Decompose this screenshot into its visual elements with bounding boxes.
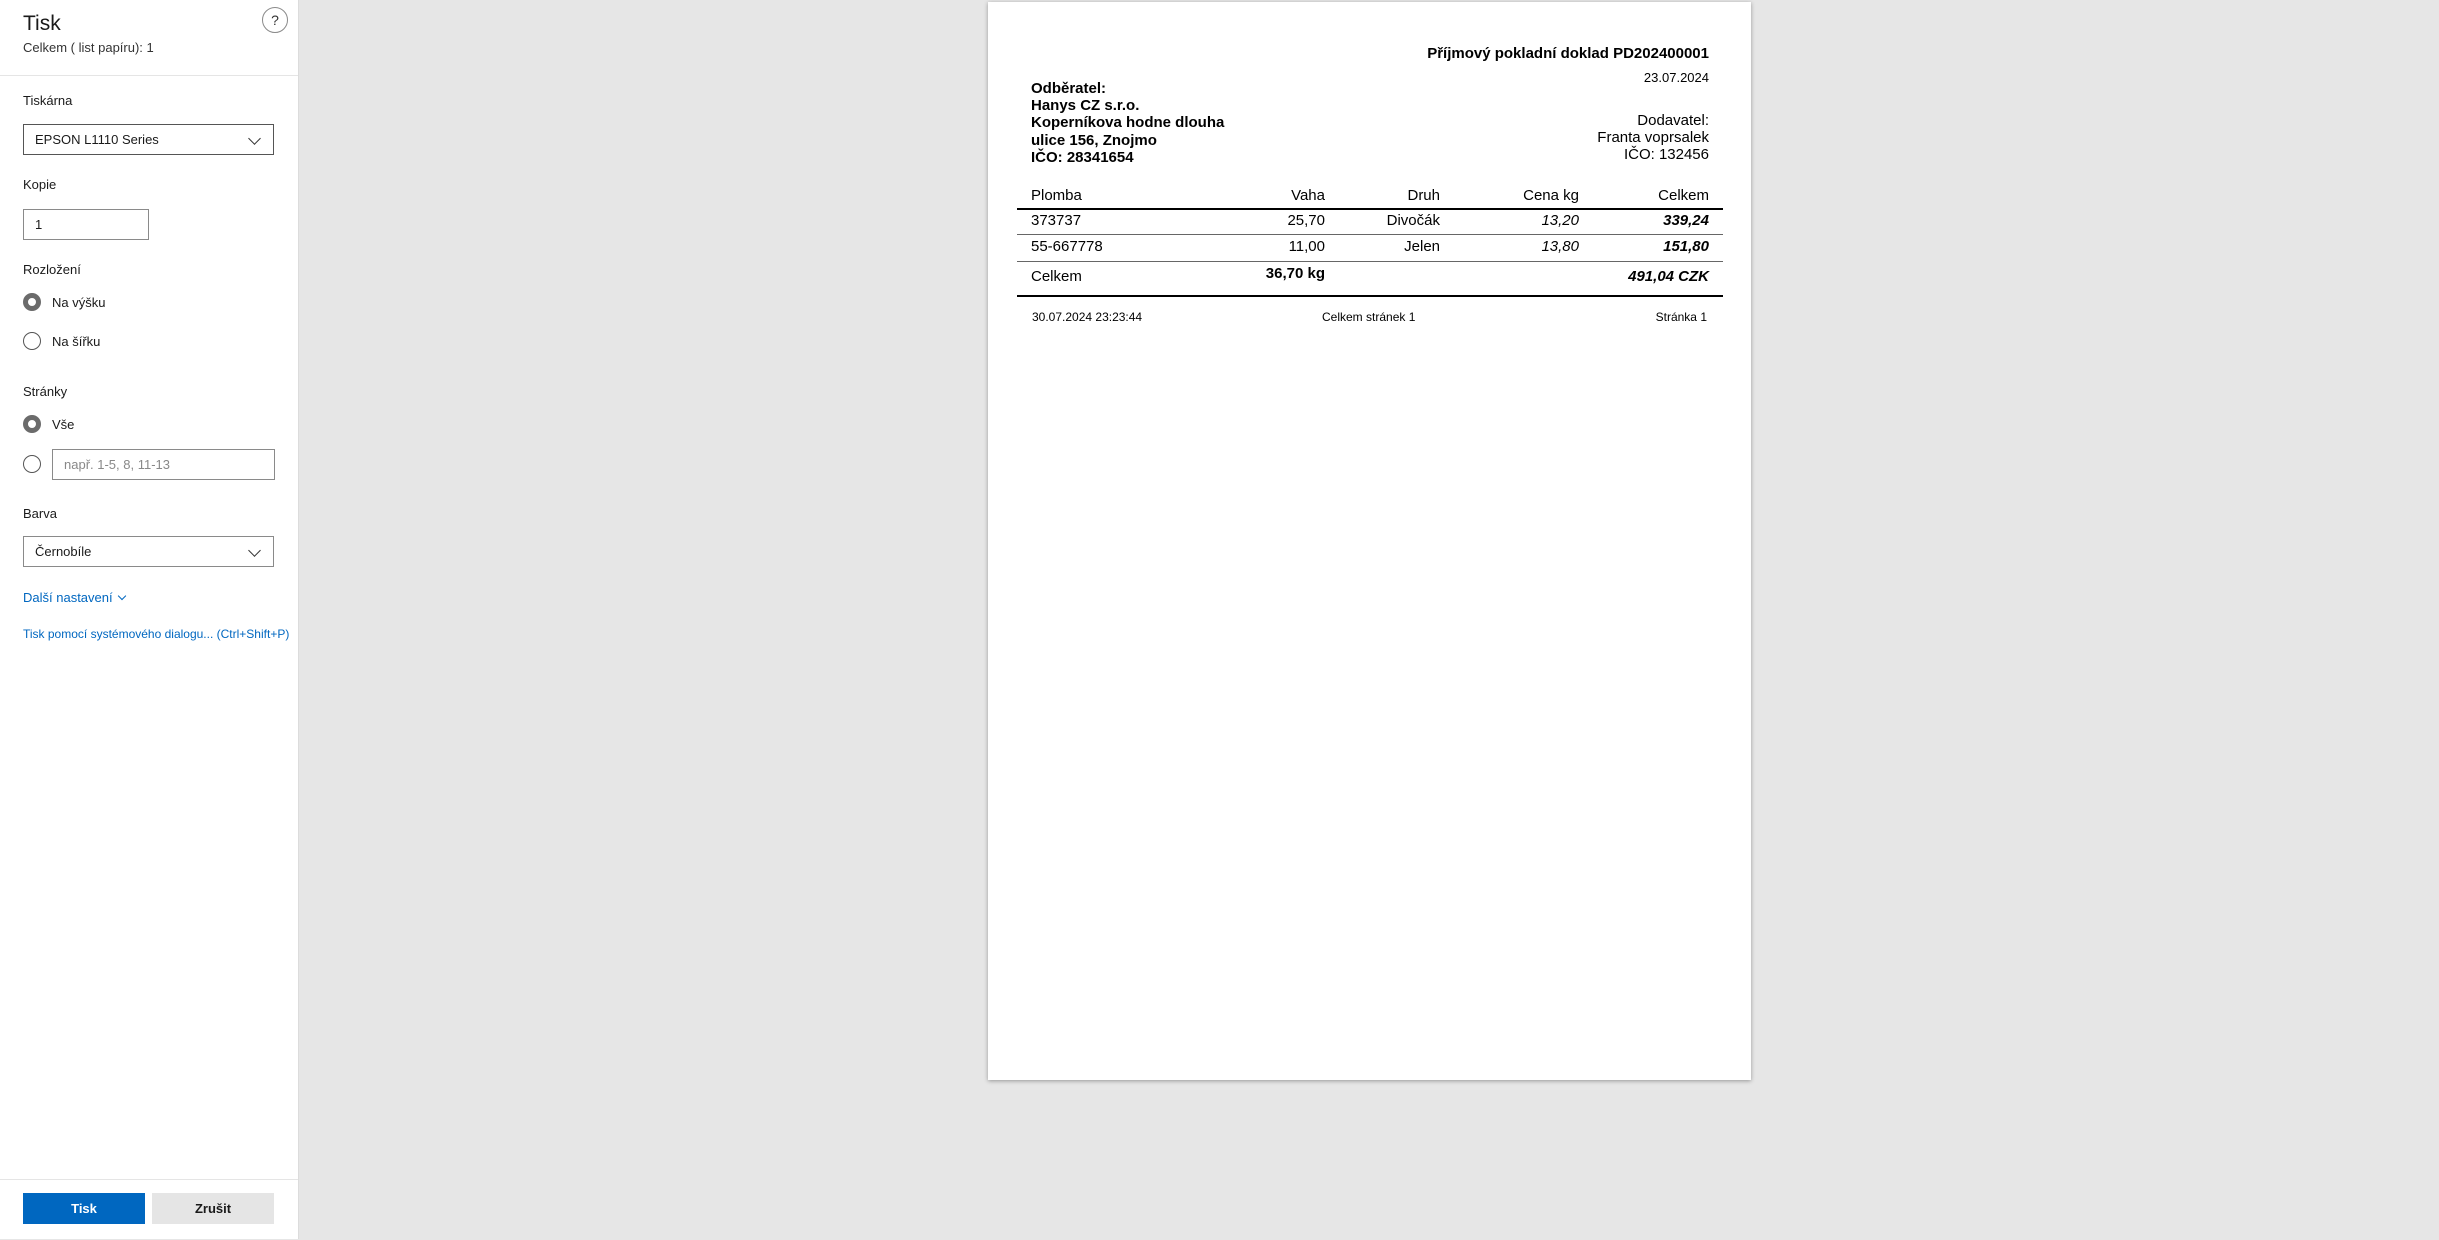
row1-celkem: 339,24 [1663, 212, 1709, 229]
column-header-vaha: Vaha [1291, 187, 1325, 204]
radio-portrait[interactable] [23, 293, 41, 311]
supplier-heading: Dodavatel: [1637, 112, 1709, 129]
more-settings-label: Další nastavení [23, 590, 113, 605]
dialog-title: Tisk [23, 12, 61, 35]
layout-landscape-option[interactable] [23, 330, 100, 352]
row2-druh: Jelen [1404, 238, 1440, 255]
copies-label: Kopie [23, 177, 57, 192]
column-header-cena: Cena kg [1523, 187, 1579, 204]
row-divider [1017, 261, 1723, 262]
row2-vaha: 11,00 [1288, 238, 1325, 255]
sheet-count: Celkem ( list papíru): 1 [23, 40, 154, 55]
pages-total: Celkem stránek 1 [1322, 310, 1416, 324]
customer-address: ulice 156, Znojmo [1031, 132, 1157, 149]
layout-portrait-label: Na výšku [52, 294, 106, 310]
copies-input[interactable]: 1 [23, 209, 149, 240]
row1-vaha: 25,70 [1287, 212, 1325, 229]
color-label: Barva [23, 506, 57, 521]
radio-pages-custom[interactable] [23, 455, 41, 473]
pages-all-label: Vše [52, 416, 75, 432]
chevron-down-icon [117, 592, 125, 600]
row2-cena: 13,80 [1541, 238, 1579, 255]
print-button[interactable]: Tisk [23, 1193, 145, 1224]
more-settings-link[interactable] [23, 590, 125, 605]
printer-label: Tiskárna [23, 93, 73, 108]
document-title: Příjmový pokladní doklad PD202400001 [1427, 45, 1709, 62]
column-header-plomba: Plomba [1031, 187, 1082, 204]
page-number: Stránka 1 [1655, 310, 1707, 324]
chevron-down-icon [248, 544, 261, 557]
printer-select[interactable] [23, 124, 274, 155]
totals-divider [1017, 295, 1723, 297]
document-date: 23.07.2024 [1643, 70, 1709, 85]
total-weight: 36,70 kg [1265, 265, 1325, 282]
column-header-celkem: Celkem [1658, 187, 1709, 204]
customer-heading: Odběratel: [1031, 80, 1107, 97]
supplier-ico: IČO: 132456 [1623, 146, 1709, 163]
customer-ico: IČO: 28341654 [1031, 149, 1134, 166]
help-button[interactable]: ? [262, 7, 288, 33]
total-label: Celkem [1031, 268, 1082, 285]
total-price: 491,04 CZK [1628, 268, 1709, 285]
system-dialog-link[interactable]: Tisk pomocí systémového dialogu... (Ctrl+Shift+P) [23, 627, 290, 641]
pages-custom-option[interactable] [23, 453, 41, 475]
row-divider [1017, 234, 1723, 235]
radio-pages-all[interactable] [23, 415, 41, 433]
supplier-name: Franta voprsalek [1597, 129, 1709, 146]
pages-range-input[interactable]: např. 1-5, 8, 11-13 [52, 449, 275, 480]
pages-label: Stránky [23, 384, 68, 399]
pages-all-option[interactable] [23, 413, 74, 435]
cancel-button[interactable]: Zrušit [152, 1193, 274, 1224]
row1-plomba: 373737 [1031, 212, 1082, 229]
layout-landscape-label: Na šířku [52, 333, 101, 349]
row1-cena: 13,20 [1541, 212, 1579, 229]
row2-celkem: 151,80 [1663, 238, 1709, 255]
print-preview-page [988, 2, 1751, 1080]
print-dialog-header [0, 0, 298, 76]
customer-name: Hanys CZ s.r.o. [1031, 97, 1140, 114]
color-select-value: Černobíle [35, 544, 92, 559]
layout-label: Rozložení [23, 262, 81, 277]
dialog-footer [0, 1179, 298, 1240]
customer-street: Koperníkova hodne dlouha [1031, 114, 1225, 131]
color-select[interactable] [23, 536, 274, 567]
row2-plomba: 55-667778 [1031, 238, 1103, 255]
radio-landscape[interactable] [23, 332, 41, 350]
print-settings-panel [0, 0, 299, 1239]
layout-portrait-option[interactable] [23, 291, 105, 313]
printed-at: 30.07.2024 23:23:44 [1032, 310, 1143, 324]
table-header-divider [1017, 208, 1723, 210]
chevron-down-icon [248, 132, 261, 145]
printer-select-value: EPSON L1110 Series [35, 132, 159, 147]
column-header-druh: Druh [1407, 187, 1440, 204]
row1-druh: Divočák [1386, 212, 1440, 229]
